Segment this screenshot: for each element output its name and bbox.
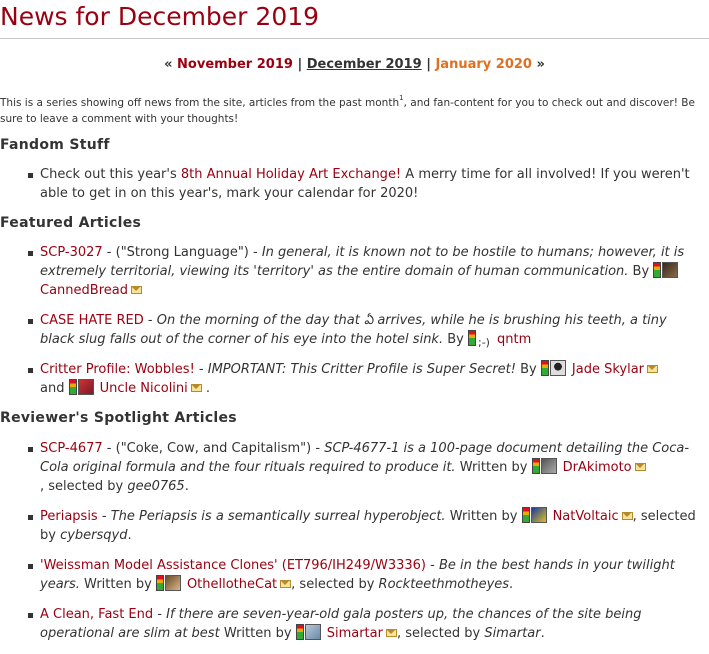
envelope-icon[interactable]	[191, 384, 202, 392]
user-avatar-icon[interactable]	[165, 575, 181, 591]
item-text: , selected by	[291, 577, 379, 592]
current-month-link[interactable]: December 2019	[306, 57, 422, 72]
karma-bar-icon	[522, 507, 530, 523]
article-link-periapsis[interactable]: Periapsis	[40, 509, 98, 524]
item-summary: Be in the best hands in your twilight years.	[40, 558, 675, 592]
item-text: -	[194, 362, 208, 377]
item-summary: In general, it is known not to be hostile to humans; however, it is extremely territorial, viewing its 'territory' as the entire domain of human communication.	[40, 245, 685, 279]
envelope-icon[interactable]	[647, 365, 658, 373]
item-text: -	[97, 509, 111, 524]
item-text: By	[443, 332, 468, 347]
author-link[interactable]: Jade Skylar	[571, 362, 645, 377]
list-item	[0, 556, 700, 594]
author-link[interactable]: qntm	[496, 332, 532, 347]
holiday-art-exchange-link[interactable]: 8th Annual Holiday Art Exchange!	[180, 167, 402, 182]
item-summary: IMPORTANT: This Critter Profile is Super Secret!	[207, 362, 516, 377]
article-link-critter-profile[interactable]: Critter Profile: Wobbles!	[40, 362, 195, 377]
karma-bar-icon	[653, 262, 661, 278]
item-text: Written by	[79, 577, 156, 592]
section-title-featured: Featured Articles	[0, 215, 142, 231]
author-link[interactable]: CannedBread	[40, 283, 128, 298]
item-text: , selected by	[40, 479, 128, 494]
featured-list	[0, 243, 700, 409]
item-text: By	[628, 264, 654, 279]
envelope-icon[interactable]	[280, 580, 291, 588]
list-item	[0, 311, 700, 349]
envelope-icon[interactable]	[622, 512, 633, 520]
list-item	[0, 605, 700, 643]
item-text: .	[127, 528, 132, 543]
item-text: -	[143, 313, 157, 328]
item-text: , selected by	[396, 626, 485, 641]
intro-text-end: , and fan-content for you to check out and discover! Be sure to leave a comment with your thoughts!	[0, 97, 695, 125]
item-text: .	[184, 479, 189, 494]
title-divider	[0, 38, 709, 39]
karma-bar-icon	[296, 624, 304, 640]
article-link-scp-3027[interactable]: SCP-3027	[40, 245, 103, 260]
karma-bar-icon	[532, 458, 540, 474]
item-summary: On the morning of the day that ఏ arrives, while he is brushing his teeth, a tiny black slug falls out of the corner of his eye into the hotel sink.	[40, 313, 667, 347]
author-link[interactable]: OthellotheCat	[186, 577, 278, 592]
intro-text: This is a series showing off news from the site, articles from the past month	[0, 97, 400, 109]
item-text: - ("Strong Language") -	[102, 245, 262, 260]
next-month-link[interactable]: January 2020	[435, 57, 532, 72]
karma-bar-icon	[156, 575, 164, 591]
list-item	[0, 243, 700, 300]
article-link-scp-4677[interactable]: SCP-4677	[40, 441, 103, 456]
nav-open-quote: «	[164, 57, 173, 72]
user-avatar-icon[interactable]	[78, 379, 94, 395]
author-link[interactable]: Uncle Nicolini	[99, 381, 188, 396]
item-text: A merry time for all involved! If you weren't able to get in on this year's, mark your calendar for 2020!	[40, 167, 690, 201]
article-link-weissman-model[interactable]: 'Weissman Model Assistance Clones' (ET796/IH249/W3336)	[40, 558, 426, 573]
envelope-icon[interactable]	[131, 286, 142, 294]
selector-name: Rockteethmotheyes	[378, 577, 510, 592]
item-summary: The Periapsis is a semantically surreal hyperobject.	[110, 509, 446, 524]
nav-separator: |	[297, 57, 303, 72]
item-text: Check out this year's	[40, 167, 181, 182]
list-item	[0, 165, 700, 203]
author-link[interactable]: Simartar	[326, 626, 383, 641]
item-text: By	[516, 362, 541, 377]
author-link[interactable]: NatVoltaic	[552, 509, 619, 524]
section-title-spotlight: Reviewer's Spotlight Articles	[0, 410, 237, 426]
item-summary: If there are seven-year-old gala posters up, the chances of the site being operational are slim at best	[40, 607, 642, 641]
user-avatar-icon[interactable]	[550, 360, 566, 376]
footnote-link[interactable]: 1	[399, 94, 404, 102]
selector-name: cybersqyd	[60, 528, 128, 543]
item-text: .	[540, 626, 545, 641]
month-navigation	[0, 57, 709, 72]
list-item	[0, 360, 700, 398]
spotlight-list	[0, 439, 700, 654]
prev-month-link[interactable]: November 2019	[177, 57, 293, 72]
section-title-fandom: Fandom Stuff	[0, 137, 110, 153]
author-link[interactable]: DrAkimoto	[562, 460, 632, 475]
nav-close-quote: »	[536, 57, 545, 72]
item-text: , selected by	[40, 509, 696, 543]
envelope-icon[interactable]	[386, 629, 397, 637]
list-item	[0, 507, 700, 545]
fandom-list	[0, 165, 700, 214]
karma-bar-icon	[69, 379, 77, 395]
item-text: Written by	[445, 509, 522, 524]
selector-name: Simartar	[484, 626, 541, 641]
karma-bar-icon	[468, 330, 476, 346]
page-title: News for December 2019	[0, 2, 320, 31]
user-avatar-icon[interactable]	[531, 507, 547, 523]
item-text: -	[425, 558, 439, 573]
selector-name: gee0765	[127, 479, 185, 494]
nav-separator: |	[426, 57, 431, 72]
item-text: and	[40, 381, 65, 396]
item-text: .	[205, 381, 211, 396]
item-text: Written by	[455, 460, 532, 475]
article-link-case-hate-red[interactable]: CASE HATE RED	[40, 313, 144, 328]
item-text: .	[509, 577, 514, 592]
item-text: Written by	[219, 626, 296, 641]
karma-bar-icon	[541, 360, 549, 376]
user-avatar-icon[interactable]	[541, 458, 557, 474]
user-avatar-icon[interactable]	[662, 262, 678, 278]
envelope-icon[interactable]	[635, 463, 646, 471]
article-link-clean-fast-end[interactable]: A Clean, Fast End	[40, 607, 154, 622]
item-summary: SCP-4677-1 is a 100-page document detailing the Coca-Cola original formula and the four rituals required to produce it.	[40, 441, 690, 475]
user-avatar-icon[interactable]: ;-)	[478, 336, 490, 349]
user-avatar-icon[interactable]	[305, 624, 321, 640]
item-text: - ("Coke, Cow, and Capitalism") -	[102, 441, 325, 456]
intro-paragraph	[0, 90, 709, 127]
list-item	[0, 439, 700, 496]
item-text: -	[153, 607, 167, 622]
